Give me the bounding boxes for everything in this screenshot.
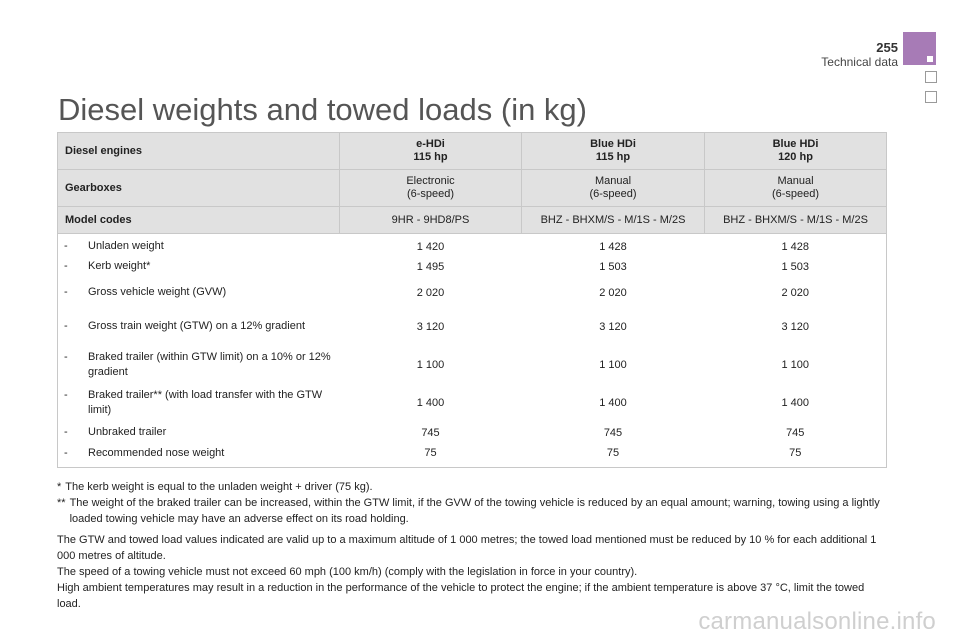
table-row [58,308,887,346]
table-row [58,278,887,308]
row-label-text: Gross vehicle weight (GVW) [88,286,227,298]
gearbox-cell-3: Manual (6-speed) [705,170,887,207]
footnote [57,495,887,527]
table-row [58,422,887,444]
table-row [58,346,887,384]
row-label-text: Unladen weight [88,240,164,253]
row-value: 745 [603,426,623,439]
row-label [58,234,340,256]
note-paragraph: The GTW and towed load values indicated are valid up to a maximum altitude of 1 000 metres; the towed load mentioned must be reduced by 10 % for each additional 1 000 metres of altitude. [57,534,877,562]
gearbox-cell-2: Manual (6-speed) [522,170,705,207]
note-paragraph: High ambient temperatures may result in a reduction in the performance of the vehicle to protect the engine; if the ambient temperature is above 37 °C, limit the towed load. [57,582,865,610]
notes [57,532,887,612]
model-code-cell-1: 9HR - 9HD8/PS [340,207,522,234]
table-body [58,234,887,468]
row-value: 1 100 [705,346,887,384]
row-label-text: Gross train weight (GTW) on a 12% gradient [88,320,306,332]
row-label-text: Unbraked trailer [88,426,167,438]
row-value: 1 428 [705,234,887,256]
row-value: 1 100 [599,358,627,371]
footnote-text: The weight of the braked trailer can be increased, within the GTW limit, if the GVW of the towing vehicle is reduced by an equal amount; warning, towing using a lightly loaded towing vehicle may have an adverse effect on its road holding. [69,497,880,525]
row-dash: - [64,240,68,253]
row-dash: - [64,426,68,438]
model-codes-label: Model codes [58,207,340,234]
row-label [58,278,340,308]
active-tab-dot [927,56,933,62]
row-value: 75 [340,444,522,468]
engine-cell-1: e-HDi 115 hp [340,133,522,170]
row-dash: - [64,320,68,332]
row-label-text: Recommended nose weight [88,446,225,459]
model-codes-row [58,207,887,234]
row-value: 75 [522,444,705,468]
row-label [58,384,340,422]
table-row [58,256,887,278]
gearboxes-label: Gearboxes [58,170,340,207]
row-value: 745 [421,426,440,439]
section-tab-2[interactable] [925,71,937,83]
row-dash: - [64,260,68,272]
engines-label: Diesel engines [58,133,340,170]
gearbox-cell-1: Electronic (6-speed) [340,170,522,207]
weights-table [57,132,887,468]
footnote-marker: * [57,481,62,493]
section-tab-active[interactable] [903,32,936,65]
row-value: 75 [705,444,887,468]
row-label-text: Braked trailer (within GTW limit) on a 10% or 12% gradient [88,350,331,378]
row-value: 1 503 [705,256,887,278]
row-value: 1 400 [599,396,627,409]
table-row [58,384,887,422]
row-label [58,346,340,384]
row-value: 1 428 [599,240,627,253]
row-dash: - [64,286,68,298]
gearboxes-row [58,170,887,207]
row-value: 1 100 [416,358,445,371]
table-row [58,234,887,256]
row-value: 1 420 [416,240,445,253]
row-value: 2 020 [599,286,627,299]
row-value: 3 120 [599,320,627,333]
row-value: 2 020 [705,278,887,308]
page-number: 255 [876,40,898,55]
row-label [58,308,340,346]
row-dash: - [64,446,68,459]
footnote-text: The kerb weight is equal to the unladen weight + driver (75 kg). [65,481,373,493]
row-label [58,256,340,278]
footnote [57,479,887,495]
row-value: 1 400 [705,384,887,422]
model-code-cell-3: BHZ - BHXM/S - M/1S - M/2S [705,207,887,234]
note-paragraph: The speed of a towing vehicle must not exceed 60 mph (100 km/h) (comply with the legislation in force in your country). [57,566,638,578]
row-value: 1 495 [416,260,445,273]
row-value: 1 503 [599,260,627,273]
engine-cell-3: Blue HDi 120 hp [705,133,887,170]
row-label-text: Kerb weight* [88,260,151,272]
section-name: Technical data [821,55,898,69]
row-label [58,422,340,444]
engines-row [58,133,887,170]
row-value: 745 [705,422,887,444]
row-value: 1 400 [416,396,445,409]
page-title: Diesel weights and towed loads (in kg) [58,92,587,127]
footnote-marker: ** [57,497,66,509]
row-label-text: Braked trailer** (with load transfer with the GTW limit) [88,388,323,416]
section-tab-3[interactable] [925,91,937,103]
table-header [58,133,887,234]
model-code-cell-2: BHZ - BHXM/S - M/1S - M/2S [522,207,705,234]
table-row [58,444,887,468]
row-dash: - [64,350,68,363]
row-value: 3 120 [705,308,887,346]
engine-cell-2: Blue HDi 115 hp [522,133,705,170]
row-label [58,444,340,468]
row-dash: - [64,388,68,401]
row-value: 3 120 [416,320,445,333]
footnotes [57,479,887,527]
watermark: carmanualsonline.info [698,608,936,635]
row-value: 2 020 [416,286,445,299]
